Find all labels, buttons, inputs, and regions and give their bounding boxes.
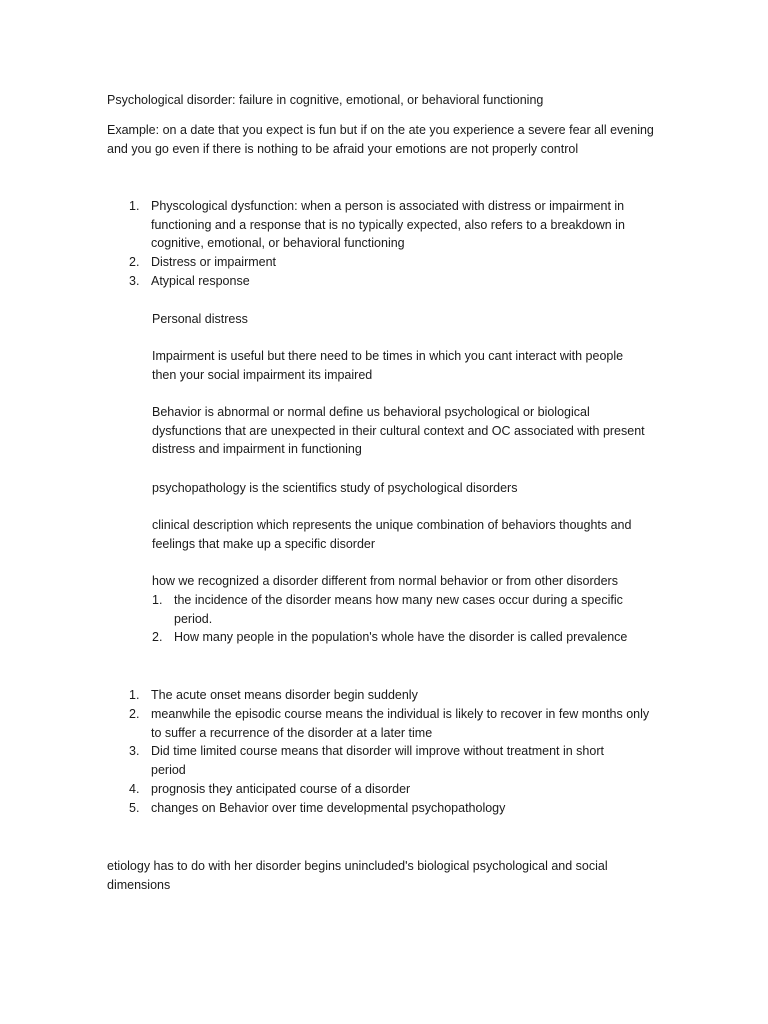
list-number: 2. [152, 630, 163, 644]
paragraph-line: etiology has to do with her disorder begins unincluded's biological psychological and social [107, 859, 608, 873]
list-item [129, 705, 659, 742]
list-text [174, 591, 657, 628]
list-item [129, 780, 659, 799]
list-number: 4. [129, 782, 140, 796]
list-text: The acute onset means disorder begin suddenly [151, 688, 418, 702]
list-line: the incidence of the disorder means how many new cases occur during a specific [174, 593, 623, 607]
list-item [129, 799, 659, 818]
definition-text: Psychological disorder: failure in cognitive, emotional, or behavioral functioning [107, 93, 544, 107]
list-text [151, 742, 659, 779]
list-number: 2. [129, 707, 140, 721]
list-line: meanwhile the episodic course means the individual is likely to recover in few months only [151, 707, 650, 721]
paragraph-line: dimensions [107, 877, 171, 892]
paragraph-line: feelings that make up a specific disorder [152, 536, 376, 551]
list-item [129, 253, 659, 272]
list-line: Physcological dysfunction: when a person is associated with distress or impairment in [151, 199, 625, 213]
psychopathology-paragraph [152, 479, 657, 498]
clinical-description-paragraph [152, 516, 657, 553]
list-text: Distress or impairment [151, 255, 277, 269]
personal-distress-paragraph [152, 310, 657, 329]
list-item [129, 272, 659, 291]
list-text [151, 197, 659, 253]
paragraph-line: dysfunctions that are unexpected in their cultural context and OC associated with present [152, 423, 645, 438]
list-item [152, 628, 657, 647]
list-text: prognosis they anticipated course of a disorder [151, 782, 411, 796]
list-number: 1. [129, 199, 140, 213]
impairment-paragraph [152, 347, 657, 384]
behavior-paragraph [152, 403, 657, 459]
paragraph-line: how we recognized a disorder different from normal behavior or from other disorders [152, 574, 618, 588]
list-number: 1. [152, 593, 163, 607]
list-line: functioning and a response that is no typically expected, also refers to a breakdown in [151, 217, 625, 232]
etiology-paragraph [107, 857, 707, 894]
list-text: changes on Behavior over time developmental psychopathology [151, 801, 506, 815]
paragraph-line: clinical description which represents the unique combination of behaviors thoughts and [152, 518, 632, 532]
list-line: period [151, 762, 186, 777]
how-recognized-paragraph [152, 572, 657, 591]
list-line: period. [174, 611, 213, 626]
paragraph-line: distress and impairment in functioning [152, 442, 362, 457]
example-line: Example: on a date that you expect is fun but if on the ate you experience a severe fear all evening [107, 123, 654, 137]
example-line: and you go even if there is nothing to be afraid your emotions are not properly control [107, 141, 579, 156]
list-line: cognitive, emotional, or behavioral functioning [151, 236, 405, 251]
paragraph-line: psychopathology is the scientifics study of psychological disorders [152, 481, 518, 495]
list-number: 3. [129, 274, 140, 288]
list-line: Did time limited course means that disorder will improve without treatment in short [151, 744, 604, 758]
list-number: 2. [129, 255, 140, 269]
list-text [151, 705, 659, 742]
list-number: 1. [129, 688, 140, 702]
list-number: 5. [129, 801, 140, 815]
list-item [152, 591, 657, 628]
list-item [129, 686, 659, 705]
paragraph-line: Personal distress [152, 312, 248, 326]
list-text: How many people in the population's whole have the disorder is called prevalence [174, 630, 628, 644]
list-line: to suffer a recurrence of the disorder at a later time [151, 725, 433, 740]
paragraph-line: Behavior is abnormal or normal define us behavioral psychological or biological [152, 405, 590, 419]
example-paragraph [107, 121, 707, 158]
definition-paragraph [107, 91, 667, 110]
list-number: 3. [129, 744, 140, 758]
list-item [129, 742, 659, 779]
list-text: Atypical response [151, 274, 250, 288]
paragraph-line: then your social impairment its impaired [152, 367, 373, 382]
paragraph-line: Impairment is useful but there need to be times in which you cant interact with people [152, 349, 624, 363]
list-item [129, 197, 659, 253]
